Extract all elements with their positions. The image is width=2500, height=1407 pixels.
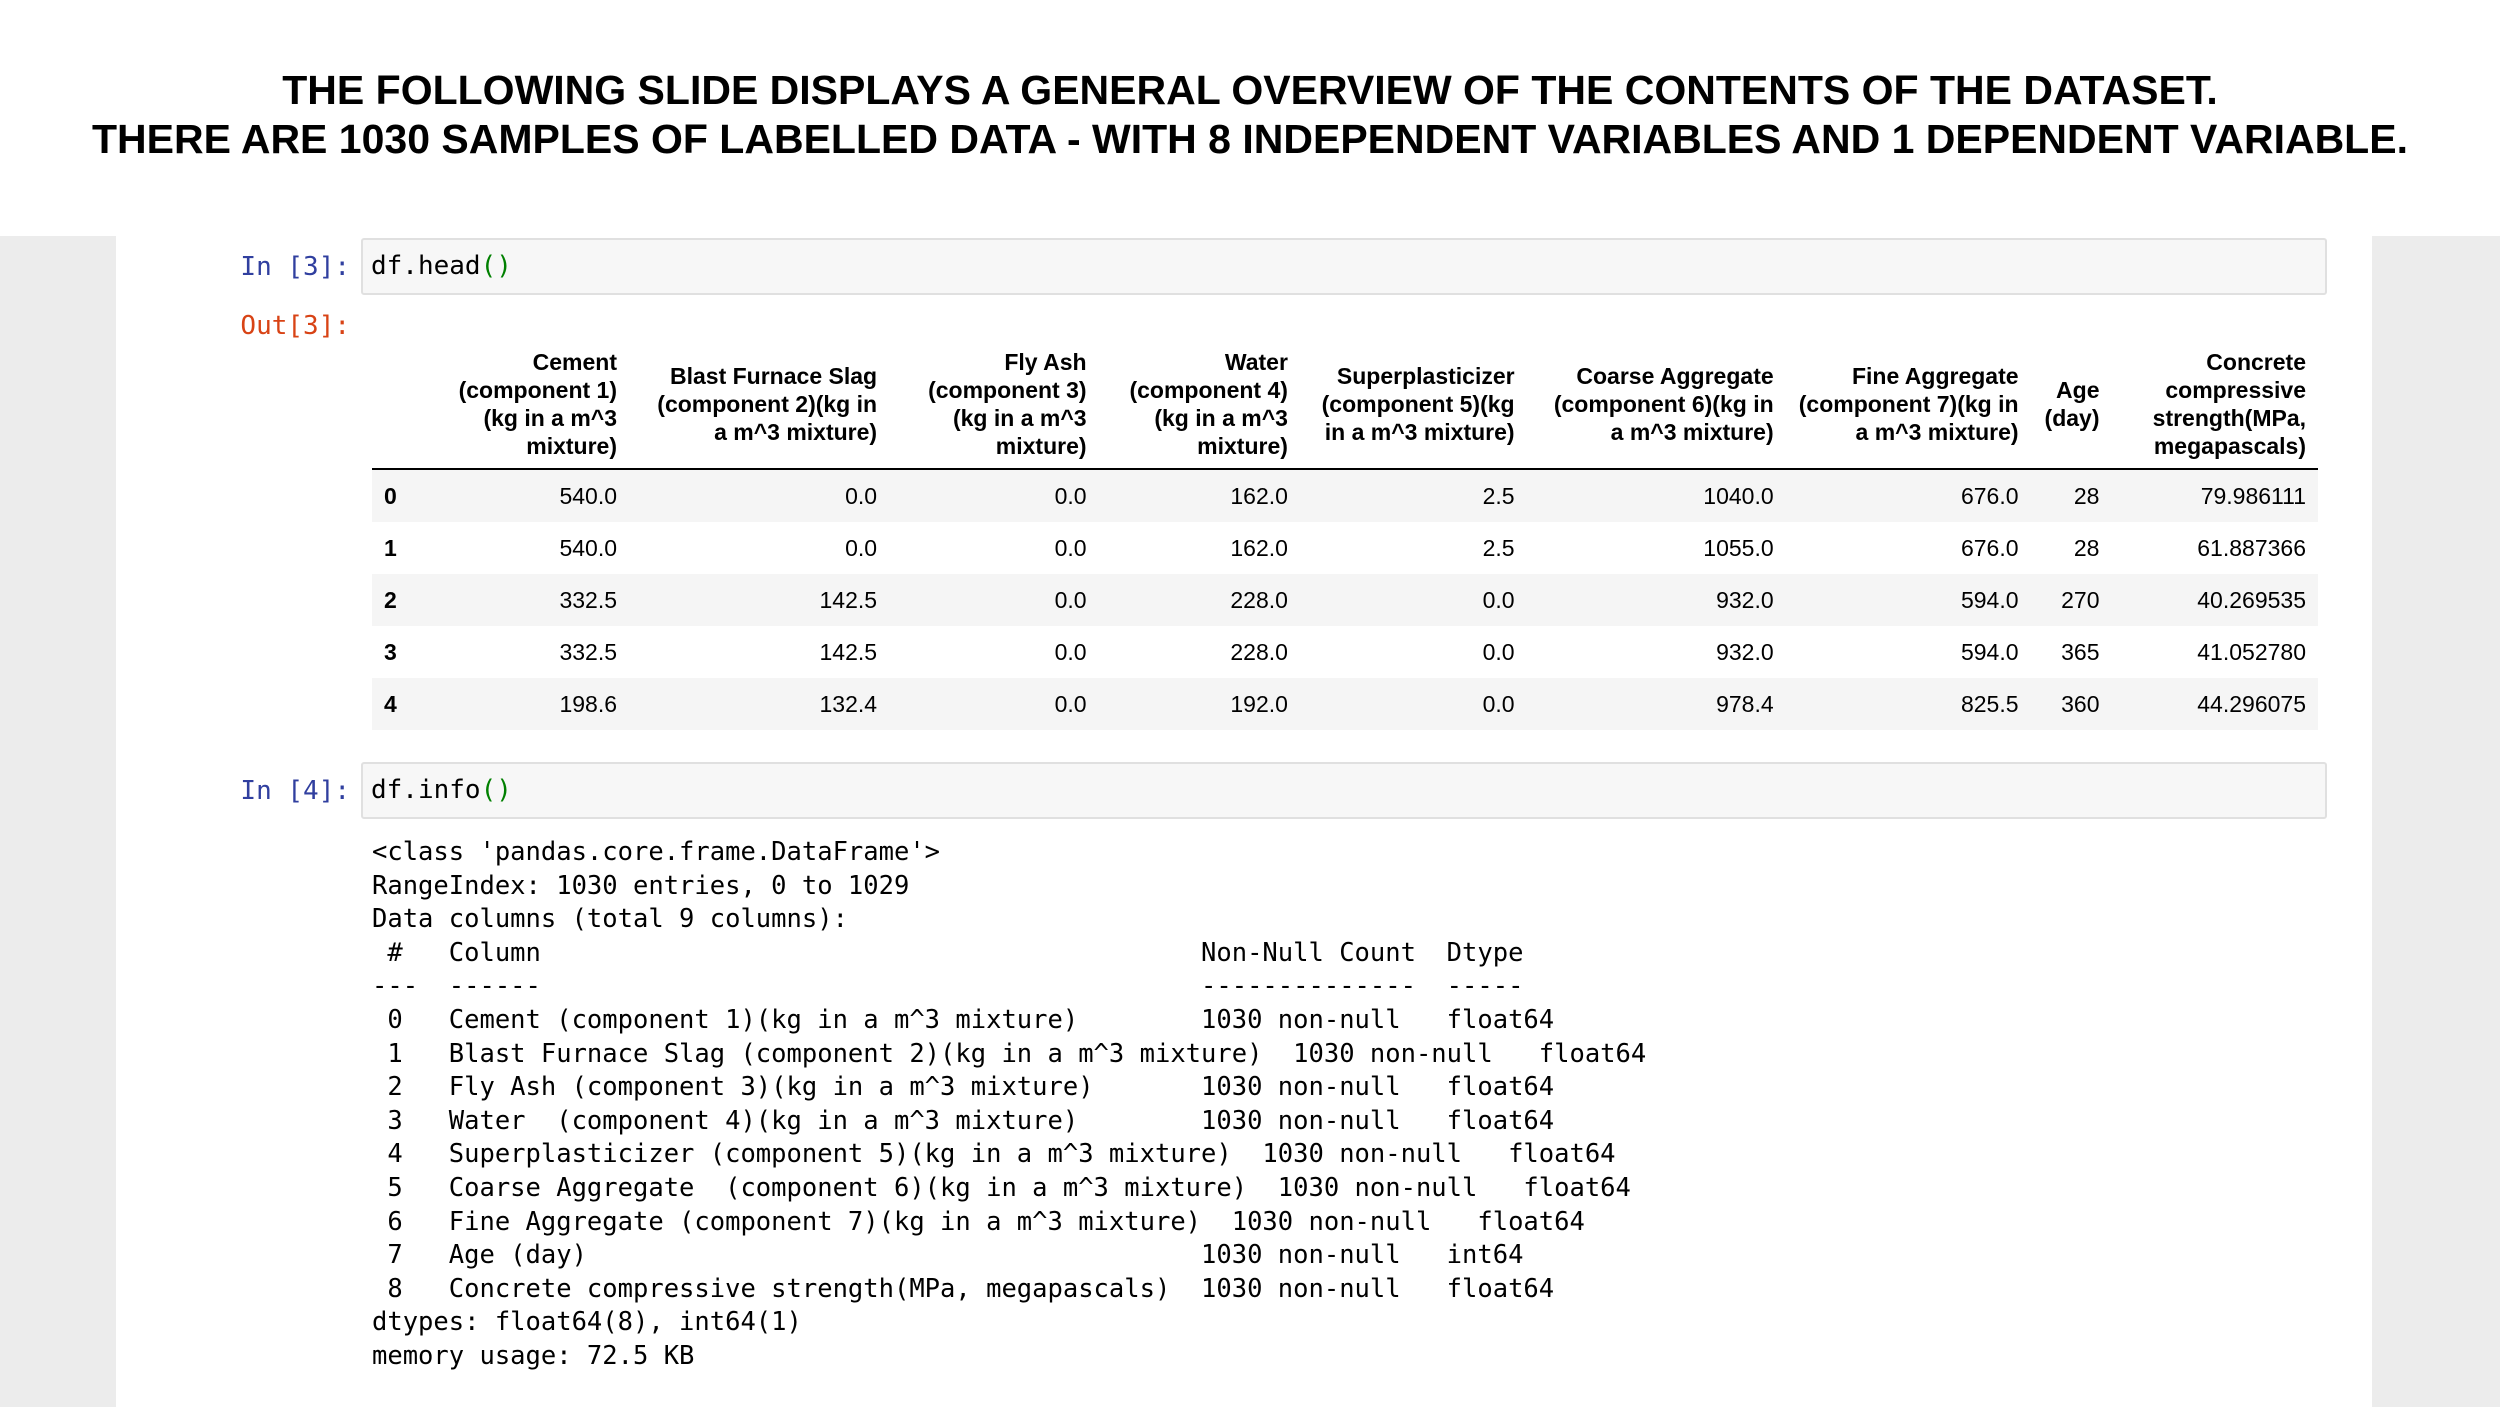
table-cell: 825.5 (1960, 690, 2019, 717)
table-cell: 198.6 (559, 690, 618, 717)
table-row (372, 469, 2318, 522)
table-cell: 0.0 (845, 482, 878, 509)
table-cell: 2.5 (1482, 482, 1515, 509)
column-header-coarse-aggregate: Coarse Aggregate (component 6)(kg in a m^3 mixture) (1527, 340, 1786, 469)
info-line: # Column Non-Null Count Dtype (372, 937, 1555, 968)
slide-title-line-1: THE FOLLOWING SLIDE DISPLAYS A GENERAL OVERVIEW OF THE CONTENTS OF THE DATASET. (282, 67, 2218, 113)
table-row (372, 626, 2318, 678)
info-line: 3 Water (component 4)(kg in a m^3 mixture) 1030 non-null float64 (372, 1105, 1555, 1136)
table-cell: 978.4 (1716, 690, 1774, 717)
column-header-fine-aggregate: Fine Aggregate (component 7)(kg in a m^3 mixture) (1786, 340, 2031, 469)
cell-3-input[interactable] (361, 238, 2327, 295)
table-row (372, 522, 2318, 574)
table-cell: 28 (2073, 482, 2100, 509)
table-cell: 1055.0 (1703, 534, 1774, 561)
column-header-fly-ash: Fly Ash (component 3)(kg in a m^3 mixture) (889, 340, 1098, 469)
table-cell: 162.0 (1230, 482, 1288, 509)
info-line: memory usage: 72.5 KB (372, 1340, 695, 1371)
column-header-concrete-strength: Concrete compressive strength(MPa, megapascals) (2111, 340, 2318, 469)
table-row (372, 678, 2318, 730)
cell-4-code-text: df.info (371, 775, 481, 805)
table-cell: 132.4 (819, 690, 878, 717)
row-index: 4 (384, 690, 397, 717)
table-cell: 332.5 (559, 586, 618, 613)
row-index: 0 (384, 482, 397, 509)
cell-3-out-prompt: Out[3]: (240, 311, 350, 341)
cell-3-code-parens: () (480, 251, 512, 281)
table-cell: 932.0 (1716, 586, 1774, 613)
row-index: 1 (384, 534, 397, 561)
table-cell: 41.052780 (2197, 638, 2306, 665)
table-cell: 2.5 (1482, 534, 1515, 561)
table-cell: 676.0 (1960, 534, 2019, 561)
info-line: 8 Concrete compressive strength(MPa, megapascals) 1030 non-null float64 (372, 1273, 1555, 1304)
table-cell: 0.0 (845, 534, 878, 561)
table-cell: 270 (2061, 586, 2100, 613)
table-cell: 142.5 (819, 586, 878, 613)
cell-3-code[interactable] (371, 251, 512, 281)
info-line: Data columns (total 9 columns): (372, 904, 848, 935)
table-cell: 40.269535 (2197, 586, 2306, 613)
table-cell: 61.887366 (2197, 534, 2306, 561)
table-row (372, 574, 2318, 626)
table-cell: 1040.0 (1703, 482, 1774, 509)
table-cell: 932.0 (1716, 638, 1774, 665)
column-header-cement: Cement (component 1)(kg in a m^3 mixture) (417, 340, 630, 469)
table-cell: 0.0 (1482, 638, 1515, 665)
info-line: 5 Coarse Aggregate (component 6)(kg in a m^3 mixture) 1030 non-null float64 (372, 1172, 1631, 1203)
info-line: dtypes: float64(8), int64(1) (372, 1307, 802, 1338)
table-cell: 0.0 (1054, 534, 1087, 561)
table-header-row (372, 340, 2318, 469)
info-line: 1 Blast Furnace Slag (component 2)(kg in a m^3 mixture) 1030 non-null float64 (372, 1038, 1647, 1069)
table-cell: 365 (2061, 638, 2100, 665)
dataframe-head-table (372, 340, 2318, 730)
table-cell: 162.0 (1230, 534, 1288, 561)
cell-3-code-text: df.head (371, 251, 481, 281)
table-cell: 142.5 (819, 638, 878, 665)
info-line: 2 Fly Ash (component 3)(kg in a m^3 mixture) 1030 non-null float64 (372, 1072, 1555, 1103)
info-line: 6 Fine Aggregate (component 7)(kg in a m^3 mixture) 1030 non-null float64 (372, 1206, 1585, 1237)
cell-4-in-prompt: In [4]: (240, 776, 350, 806)
column-header-age: Age (day) (2031, 340, 2112, 469)
table-cell: 228.0 (1230, 638, 1288, 665)
cell-4-code[interactable] (371, 775, 512, 805)
table-cell: 79.986111 (2200, 482, 2306, 509)
table-cell: 332.5 (559, 638, 618, 665)
cell-4-input[interactable] (361, 762, 2327, 819)
info-line: 4 Superplasticizer (component 5)(kg in a m^3 mixture) 1030 non-null float64 (372, 1139, 1616, 1170)
table-cell: 676.0 (1960, 482, 2019, 509)
table-cell: 594.0 (1960, 638, 2019, 665)
table-cell: 540.0 (559, 534, 618, 561)
info-line: RangeIndex: 1030 entries, 0 to 1029 (372, 870, 910, 901)
table-cell: 0.0 (1482, 690, 1515, 717)
info-line: <class 'pandas.core.frame.DataFrame'> (372, 837, 941, 867)
df-info-output (372, 836, 1646, 1374)
info-line: --- ------ -------------- ----- (372, 971, 1555, 1002)
info-line: 0 Cement (component 1)(kg in a m^3 mixture) 1030 non-null float64 (372, 1004, 1555, 1035)
table-cell: 0.0 (1054, 586, 1087, 613)
table-cell: 0.0 (1054, 690, 1087, 717)
column-header-water: Water (component 4)(kg in a m^3 mixture) (1099, 340, 1300, 469)
slide-title-line-2: THERE ARE 1030 SAMPLES OF LABELLED DATA - WITH 8 INDEPENDENT VARIABLES AND 1 DEPENDENT VARIABLE. (92, 116, 2408, 162)
cell-3-in-prompt: In [3]: (240, 252, 350, 282)
slide-header (0, 0, 2500, 236)
table-cell: 44.296075 (2197, 690, 2306, 717)
table-cell: 28 (2073, 534, 2100, 561)
table-cell: 0.0 (1054, 638, 1087, 665)
row-index: 3 (384, 638, 397, 665)
table-cell: 192.0 (1230, 690, 1288, 717)
table-cell: 228.0 (1230, 586, 1288, 613)
column-header-superplasticizer: Superplasticizer (component 5)(kg in a m^3 mixture) (1300, 340, 1527, 469)
cell-4-code-parens: () (480, 775, 512, 805)
info-line: 7 Age (day) 1030 non-null int64 (372, 1240, 1555, 1271)
column-header-blast-furnace-slag: Blast Furnace Slag (component 2)(kg in a m^3 mixture) (629, 340, 889, 469)
table-cell: 594.0 (1960, 586, 2019, 613)
row-index: 2 (384, 586, 397, 613)
table-cell: 0.0 (1482, 586, 1515, 613)
table-cell: 360 (2061, 690, 2100, 717)
table-cell: 0.0 (1054, 482, 1087, 509)
index-header (372, 340, 417, 469)
table-cell: 540.0 (559, 482, 618, 509)
